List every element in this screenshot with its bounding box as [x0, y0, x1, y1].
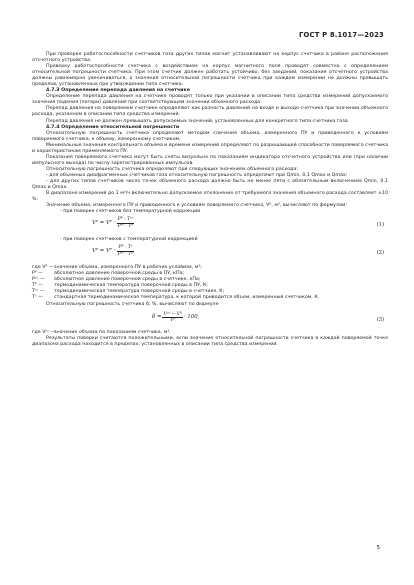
- formula-fraction: [117, 217, 135, 229]
- formula-expression: [92, 245, 135, 257]
- glossary-text: термодинамическая температура поверочной среды в счетчике, К;: [54, 289, 225, 295]
- fraction-numerator: Pᴾ · Tᶜᶜ: [117, 217, 134, 223]
- formula-expression: [152, 312, 199, 324]
- section-heading: 4.7.3 Определение перепада давления на счетчике: [46, 88, 190, 94]
- glossary-text: абсолютное давление поверочной среды в счетчике, кПа;: [54, 277, 201, 283]
- glossary-item: [32, 295, 388, 301]
- formula-fraction: [162, 312, 183, 324]
- fraction-denominator: V⁰: [170, 317, 176, 323]
- paragraph: Перепад давления на поверяемом счетчике определяют как разность давлений на входе и выходе счетчика при значении объемного расхода, указанном в описании типа средства измерений.: [32, 106, 388, 118]
- glossary-text: термодинамическая температура поверочной среды в ПУ, К;: [54, 283, 208, 289]
- formula-label: - при поверке счетчиков с температурной коррекцией: [60, 237, 198, 243]
- paragraph: Результаты поверки считаются положительными, если значение относительной погрешности счетчика в каждой поверяемой точке диапазона расхода находится в пределах, установленных в описании типа средства измерений.: [32, 335, 388, 347]
- glossary-text: значение объема по показаниям счетчика, м³.: [54, 329, 171, 335]
- formula-2: [32, 237, 388, 265]
- fraction-denominator: Pᶜᶜ · Tᴾ: [117, 251, 134, 257]
- paragraph: Определение перепада давления на счетчике проводят только при указании в описании типа средства измерений допускаемого значения падения (потери) давления при соответствующем значении объемного расхода.: [32, 94, 388, 106]
- formula-label: - при поверке счетчиков без температурной коррекции: [60, 209, 201, 215]
- paragraph: Перепад давления не должен превышать допускаемых значений, установленных для конкретного типа счетчика газа.: [46, 118, 350, 124]
- glossary-symbol: где Vᶜᶜ —: [32, 329, 56, 335]
- paragraph: Проверку работоспособности счетчика с воздействием на корпус магнитного поля проводят совместно с определением относительной погрешности счетчика. При этом счетчик должен работать устойчиво, без заеданий, показания отсчетного устройства должны равномерно увеличиваться, а значения относительной погрешности счетчика при каждом измерении не должны превышать пределов, установленных при утверждении типа счетчика.: [32, 64, 388, 88]
- glossary-symbol: Tᴾ —: [32, 283, 43, 289]
- glossary-item: [32, 330, 388, 336]
- formula-number: (3): [376, 316, 384, 323]
- glossary-text: стандартная термодинамическая температура, к которой приводится объем, измеренный счетчиком, К.: [54, 295, 320, 301]
- page-header: ГОСТ Р 8.1017—2023: [299, 31, 384, 39]
- formula-rhs: · 100,: [183, 314, 200, 321]
- section-heading: 4.7.4 Определение относительной погрешности: [46, 124, 180, 130]
- formula-fraction: [117, 245, 135, 257]
- formula-3: [32, 308, 388, 330]
- glossary-text: абсолютное давление поверочной среды в ПУ, кПа;: [54, 271, 185, 277]
- paragraph: При проверке работоспособности счетчиков газа других типов магнит устанавливают на корпус счетчика в районе расположения отсчетного устройства.: [32, 52, 388, 64]
- paragraph: Относительную погрешность счетчика определяют при следующих значениях объемного расхода:: [46, 166, 298, 172]
- paragraph: Относительную погрешность счетчика δ, %, вычисляют по формуле: [46, 301, 219, 307]
- formula-lhs: V⁰ = Vᴾ ·: [92, 220, 116, 227]
- list-item: - для других типов счетчиков число точек объемного расхода должно быть не менее пяти с обязательным включением Qmin, 0,1 Qmax и Qmax.: [32, 178, 388, 191]
- formula-number: (1): [376, 222, 384, 229]
- fraction-denominator: Pᶜᶜ · Tᴾ: [117, 223, 134, 229]
- paragraph: Минимальные значения контрольного объема и времени измерений определяют по разрешающей способности поверяемого счетчика и характеристикам применяемого ПУ.: [32, 142, 388, 154]
- list-item: - для объемных диафрагменных счетчиков газа относительную погрешность определяют при Qmin, 0,1 Qmax и Qmax;: [46, 172, 348, 178]
- formula-lhs: δ =: [152, 314, 162, 321]
- glossary-text: значение объема, измеренного ПУ в рабочих условиях, м³;: [54, 265, 202, 271]
- fraction-numerator: Pᴾ · Tᶜ: [118, 245, 133, 251]
- paragraph: В диапазоне измерений до 1 м³/ч включительно допускаемое отклонение от требуемого значения объемного расхода составляет ±10 %.: [32, 191, 388, 203]
- paragraph: Относительную погрешность счетчика определяют методом сличения объема, измеренного ПУ и приведенного к условиям поверяемого счетчика, к объему, измеренному счетчиком.: [32, 130, 388, 142]
- glossary-symbol: Tᶜ —: [32, 295, 43, 301]
- paragraph: Показания поверяемого счетчика могут быть сняты визуально по показаниям индикатора отсчетного устройства или (при наличии импульсного выхода) по числу зарегистрированных импульсов.: [32, 154, 388, 166]
- formula-expression: [92, 217, 135, 229]
- formula-lhs: V⁰ = Vᴾ ·: [92, 248, 116, 255]
- glossary-symbol: Pᶜᶜ —: [32, 277, 45, 283]
- formula-1: [32, 209, 388, 237]
- document-body: [32, 52, 388, 348]
- glossary-symbol: где Vᴾ —: [32, 265, 54, 271]
- page-number: 5: [376, 545, 380, 551]
- glossary-symbol: Pᴾ —: [32, 271, 43, 277]
- glossary-symbol: Tᶜᶜ —: [32, 289, 45, 295]
- formula-number: (2): [376, 250, 384, 257]
- fraction-numerator: Vᶜᶜ − V⁰: [163, 311, 182, 317]
- paragraph: Значение объема, измеренного ПУ и приведенного к условиям поверяемого счетчика, V⁰, м³, вычисляют по формулам:: [46, 203, 348, 209]
